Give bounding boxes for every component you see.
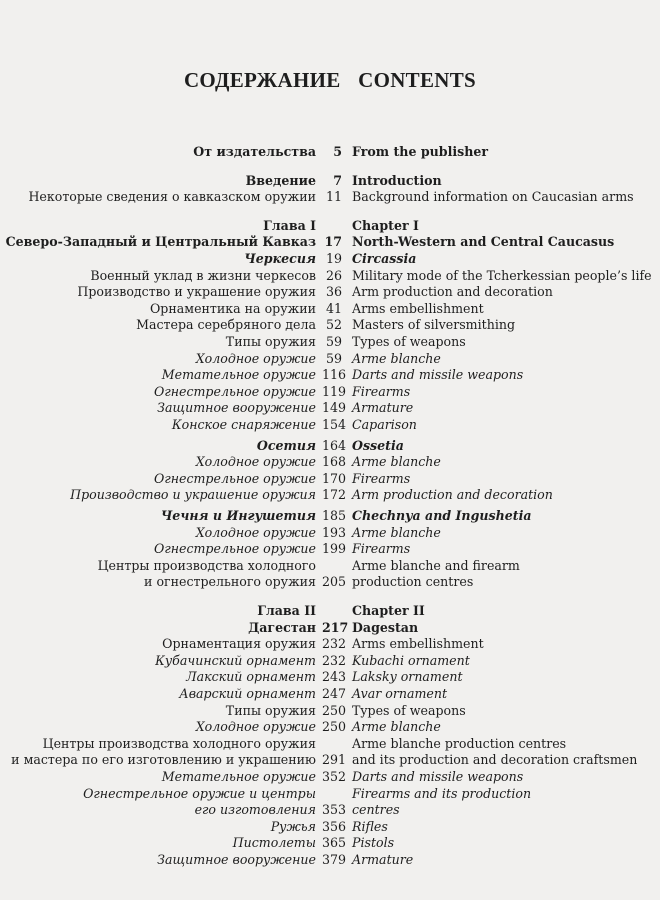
toc-entry-russian-title: Центры производства холодного оружия и мастера по его изготовлению и украшению <box>11 735 316 768</box>
toc-entry-english-title: From the publisher <box>352 144 489 159</box>
toc-entry-page-number: 149 <box>322 400 347 416</box>
toc-entry-page-number: 193 <box>322 524 347 540</box>
toc-entry-page-number: 243 <box>322 669 347 685</box>
toc-entry-english-title: Circassia <box>352 251 417 266</box>
toc-entry <box>0 189 660 206</box>
toc-entry-page-number: 356 <box>322 818 347 834</box>
toc-entry <box>0 487 660 504</box>
toc-entry <box>0 736 660 769</box>
toc-entry-english-title: Firearms <box>352 541 411 557</box>
toc-entry-english-title: Arm production and decoration <box>352 487 553 503</box>
toc-entry-page-number: 291 <box>322 752 347 768</box>
toc-entry-english-title: Pistols <box>352 835 395 851</box>
toc-entry-russian-title: Чечня и Ингушетия <box>160 508 316 523</box>
toc-entry-page-number: 7 <box>333 172 342 188</box>
toc-entry-russian-title: Черкесия <box>244 251 316 266</box>
toc-entry-russian-title: Холодное оружие <box>195 454 316 470</box>
toc-entry-english-title: Laksky ornament <box>352 669 463 685</box>
toc-entry-russian-title: Типы оружия <box>225 334 316 349</box>
toc-entry <box>0 541 660 558</box>
toc-entry-russian-title: Огнестрельное оружие и центры его изготовления <box>83 785 316 818</box>
toc-entry-page-number: 154 <box>322 417 347 432</box>
toc-entry-page-number: 232 <box>322 636 347 652</box>
toc-entry <box>0 173 660 190</box>
toc-entry-english-title: Armature <box>352 852 414 867</box>
toc-entry <box>0 251 660 268</box>
toc-entry-english-title: Arme blanche and firearm production centres <box>352 557 520 590</box>
page-title: СОДЕРЖАНИЕ CONTENTS <box>183 68 477 92</box>
toc-entry <box>0 400 660 417</box>
toc-entry-russian-title: Огнестрельное оружие <box>154 470 316 486</box>
toc-entry <box>0 384 660 401</box>
toc-entry-english-title: Arme blanche <box>352 719 441 735</box>
toc-entry <box>0 719 660 736</box>
toc-entry-russian-title: Огнестрельное оружие <box>154 541 316 557</box>
toc-entry-russian-title: Военный уклад в жизни черкесов <box>90 267 316 283</box>
toc-entry <box>0 218 660 251</box>
toc-entry-page-number: 247 <box>322 686 347 701</box>
toc-entry <box>0 703 660 720</box>
toc-entry-page-number: 5 <box>333 144 342 159</box>
toc-entry-english-title: Darts and missile weapons <box>352 367 524 383</box>
toc-entry-page-number: 205 <box>322 574 347 590</box>
toc-entry-english-title: Kubachi ornament <box>352 652 470 668</box>
toc-entry-page-number: 52 <box>325 317 342 333</box>
toc-entry-page-number: 59 <box>325 334 342 349</box>
toc-entry-english-title: Types of weapons <box>352 334 466 349</box>
toc-entry-english-title: Chapter I North-Western and Central Caucasus <box>352 217 615 250</box>
toc-entry-russian-title: Ружья <box>270 818 316 834</box>
toc-entry-russian-title: От издательства <box>193 144 316 159</box>
toc-entry-russian-title: Осетия <box>256 437 316 453</box>
toc-entry <box>0 525 660 542</box>
toc-entry-russian-title: Пистолеты <box>232 835 316 851</box>
toc-entry-russian-title: Центры производства холодного и огнестрельного оружия <box>97 557 316 590</box>
toc-entry <box>0 284 660 301</box>
toc-entry-english-title: Darts and missile weapons <box>352 769 524 784</box>
toc-entry-page-number: 365 <box>322 835 347 851</box>
toc-entry <box>0 317 660 334</box>
toc-entry-english-title: Ossetia <box>352 437 404 453</box>
toc-entry-russian-title: Метательное оружие <box>161 367 316 383</box>
toc-entry <box>0 367 660 384</box>
toc-entry-english-title: Arme blanche <box>352 524 441 540</box>
toc-entry-russian-title: Производство и украшение оружия <box>77 284 316 300</box>
toc-entry <box>0 417 660 434</box>
toc-entry-russian-title: Типы оружия <box>225 702 316 718</box>
toc-entry-english-title: Chapter II Dagestan <box>352 603 425 635</box>
toc-entry-russian-title: Холодное оружие <box>195 719 316 735</box>
toc-entry-russian-title: Лакский орнамент <box>186 669 316 685</box>
toc-entry <box>0 558 660 591</box>
toc-entry-page-number: 185 <box>322 508 347 523</box>
toc-entry <box>0 769 660 786</box>
toc-entry-english-title: Arm production and decoration <box>352 284 553 300</box>
toc-entry-english-title: Arme blanche <box>352 350 441 366</box>
toc-entry <box>0 786 660 819</box>
toc-entry-russian-title: Защитное вооружение <box>157 400 316 416</box>
toc-entry-russian-title: Орнаментика на оружии <box>149 300 316 316</box>
toc-entry <box>0 301 660 318</box>
toc-entry-russian-title: Орнаментация оружия <box>162 636 316 652</box>
toc-entry-russian-title: Кубачинский орнамент <box>155 652 316 668</box>
toc-entry <box>0 669 660 686</box>
toc-entry-russian-title: Метательное оружие <box>161 769 316 784</box>
toc-entry <box>0 471 660 488</box>
toc-entry-russian-title: Введение <box>245 172 316 188</box>
toc-entry-english-title: Arme blanche production centres and its production and decoration craftsmen <box>352 735 638 768</box>
toc-entry-page-number: 250 <box>322 702 347 718</box>
toc-entry-page-number: 17 <box>324 234 342 250</box>
toc-entry-page-number: 232 <box>322 652 347 668</box>
toc-entry-page-number: 352 <box>322 769 347 784</box>
toc-entry-page-number: 36 <box>325 284 342 300</box>
toc-entry-english-title: Arms embellishment <box>352 636 484 652</box>
toc-entry-russian-title: Глава II Дагестан <box>248 603 316 635</box>
toc-entry-english-title: Avar ornament <box>352 686 448 701</box>
toc-entry-russian-title: Производство и украшение оружия <box>70 487 316 503</box>
toc-entry <box>0 835 660 852</box>
toc-entry-english-title: Masters of silversmithing <box>352 317 516 333</box>
toc-entry-english-title: Rifles <box>352 818 388 834</box>
toc-entry-english-title: Arme blanche <box>352 454 441 470</box>
toc-entry-english-title: Introduction <box>352 172 442 188</box>
toc-entry-english-title: Types of weapons <box>352 702 466 718</box>
toc-entry <box>0 334 660 351</box>
toc-entry-page-number: 353 <box>322 802 347 818</box>
toc-entry-english-title: Firearms and its production centres <box>352 785 532 818</box>
toc-entry <box>0 819 660 836</box>
toc-entry-page-number: 11 <box>325 189 342 205</box>
toc-entry-english-title: Arms embellishment <box>352 300 484 316</box>
toc-entry-page-number: 19 <box>325 251 342 266</box>
toc-entry-russian-title: Аварский орнамент <box>179 686 316 701</box>
toc-entry <box>0 653 660 670</box>
toc-entry <box>0 686 660 703</box>
toc-entry <box>0 268 660 285</box>
toc-entry <box>0 351 660 368</box>
toc-entry-english-title: Military mode of the Tcherkessian people’s life <box>352 267 652 283</box>
toc-entry <box>0 508 660 525</box>
toc-entry-russian-title: Холодное оружие <box>195 524 316 540</box>
toc-entry <box>0 852 660 869</box>
toc-entry-english-title: Caparison <box>352 417 417 432</box>
toc-entry-page-number: 170 <box>322 470 347 486</box>
toc-entry-russian-title: Конское снаряжение <box>171 417 316 432</box>
toc-entry <box>0 603 660 636</box>
toc-entry <box>0 438 660 455</box>
toc-entry-russian-title: Мастера серебряного дела <box>136 317 316 333</box>
toc-entry-english-title: Chechnya and Ingushetia <box>352 508 532 523</box>
toc-entry <box>0 636 660 653</box>
toc-entry-russian-title: Защитное вооружение <box>157 852 316 867</box>
toc-entry-page-number: 199 <box>322 541 347 557</box>
toc-entry-english-title: Background information on Caucasian arms <box>352 189 634 205</box>
toc-entry-page-number: 168 <box>322 454 347 470</box>
toc-entry-russian-title: Холодное оружие <box>195 350 316 366</box>
toc-entry-english-title: Armature <box>352 400 414 416</box>
toc-entry-russian-title: Некоторые сведения о кавказском оружии <box>28 189 316 205</box>
toc-entry <box>0 144 660 161</box>
toc-entry-page-number: 379 <box>322 852 347 867</box>
toc-entry-russian-title: Огнестрельное оружие <box>154 383 316 399</box>
toc-entry-page-number: 26 <box>325 267 342 283</box>
toc-entry-page-number: 59 <box>325 350 342 366</box>
toc-entry-english-title: Firearms <box>352 383 411 399</box>
toc-entry-page-number: 217 <box>322 619 349 635</box>
toc-entry-page-number: 164 <box>322 437 347 453</box>
toc-entry-page-number: 119 <box>322 383 347 399</box>
toc-entry-page-number: 250 <box>322 719 347 735</box>
toc-entry-russian-title: Глава I Северо-Западный и Центральный Кавказ <box>5 217 316 250</box>
toc-entry-page-number: 41 <box>325 300 342 316</box>
toc-entry-english-title: Firearms <box>352 470 411 486</box>
toc-entry <box>0 454 660 471</box>
toc-entry-page-number: 116 <box>322 367 347 383</box>
toc-entry-page-number: 172 <box>322 487 347 503</box>
